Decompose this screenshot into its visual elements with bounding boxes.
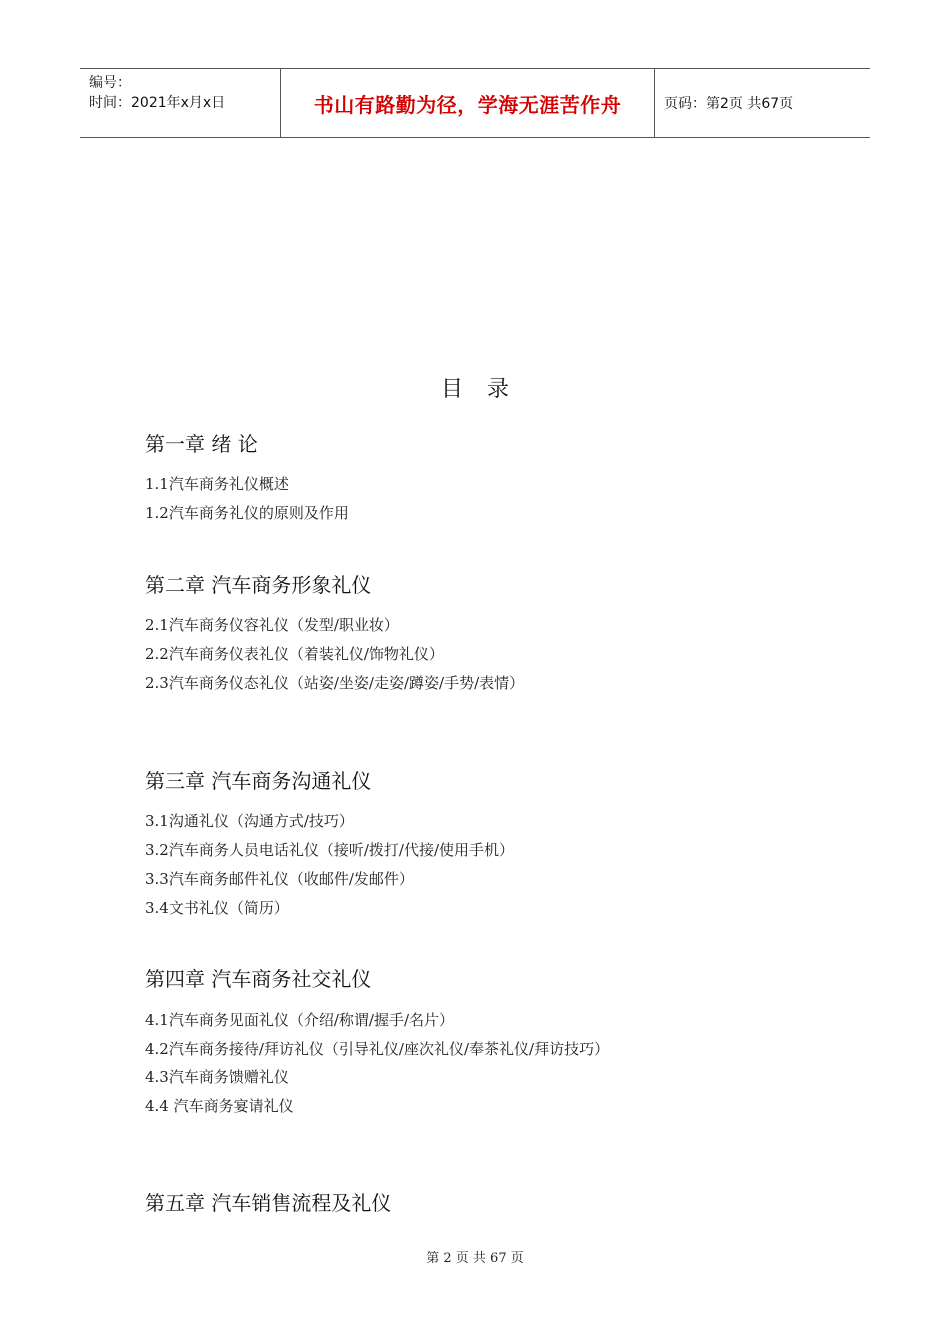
toc-title: 目录 bbox=[440, 377, 533, 402]
page-footer: 第 2 页 共 67 页 bbox=[426, 1251, 524, 1266]
header-page-info: 页码：第2页 共67页 bbox=[664, 96, 794, 112]
toc-item: 1.1汽车商务礼仪概述 bbox=[145, 475, 289, 493]
toc-item: 2.3汽车商务仪态礼仪（站姿/坐姿/走姿/蹲姿/手势/表情） bbox=[145, 674, 525, 692]
chapter-5-title: 第五章 汽车销售流程及礼仪 bbox=[145, 1191, 392, 1215]
toc-item: 4.3汽车商务馈赠礼仪 bbox=[145, 1068, 289, 1086]
toc-item: 4.4 汽车商务宴请礼仪 bbox=[145, 1097, 294, 1115]
document-time: 时间：2021年x月x日 bbox=[89, 95, 226, 111]
chapter-3-title: 第三章 汽车商务沟通礼仪 bbox=[145, 769, 372, 793]
toc-item: 4.2汽车商务接待/拜访礼仪（引导礼仪/座次礼仪/奉茶礼仪/拜访技巧） bbox=[145, 1040, 610, 1058]
chapter-2-title: 第二章 汽车商务形象礼仪 bbox=[145, 573, 372, 597]
page-header bbox=[80, 68, 870, 138]
toc-item: 1.2汽车商务礼仪的原则及作用 bbox=[145, 504, 349, 522]
toc-item: 3.2汽车商务人员电话礼仪（接听/拨打/代接/使用手机） bbox=[145, 841, 515, 859]
chapter-4-title: 第四章 汽车商务社交礼仪 bbox=[145, 967, 372, 991]
document-number-label: 编号： bbox=[89, 75, 131, 91]
toc-item: 3.1沟通礼仪（沟通方式/技巧） bbox=[145, 812, 354, 830]
toc-item: 2.2汽车商务仪表礼仪（着装礼仪/饰物礼仪） bbox=[145, 645, 444, 663]
header-meta bbox=[80, 69, 281, 137]
toc-item: 3.3汽车商务邮件礼仪（收邮件/发邮件） bbox=[145, 870, 414, 888]
toc-item: 3.4文书礼仪（简历） bbox=[145, 899, 289, 917]
chapter-1-title: 第一章 绪 论 bbox=[145, 432, 258, 456]
toc-item: 4.1汽车商务见面礼仪（介绍/称谓/握手/名片） bbox=[145, 1011, 455, 1029]
toc-item: 2.1汽车商务仪容礼仪（发型/职业妆） bbox=[145, 616, 399, 634]
header-motto: 书山有路勤为径，学海无涯苦作舟 bbox=[281, 69, 655, 137]
